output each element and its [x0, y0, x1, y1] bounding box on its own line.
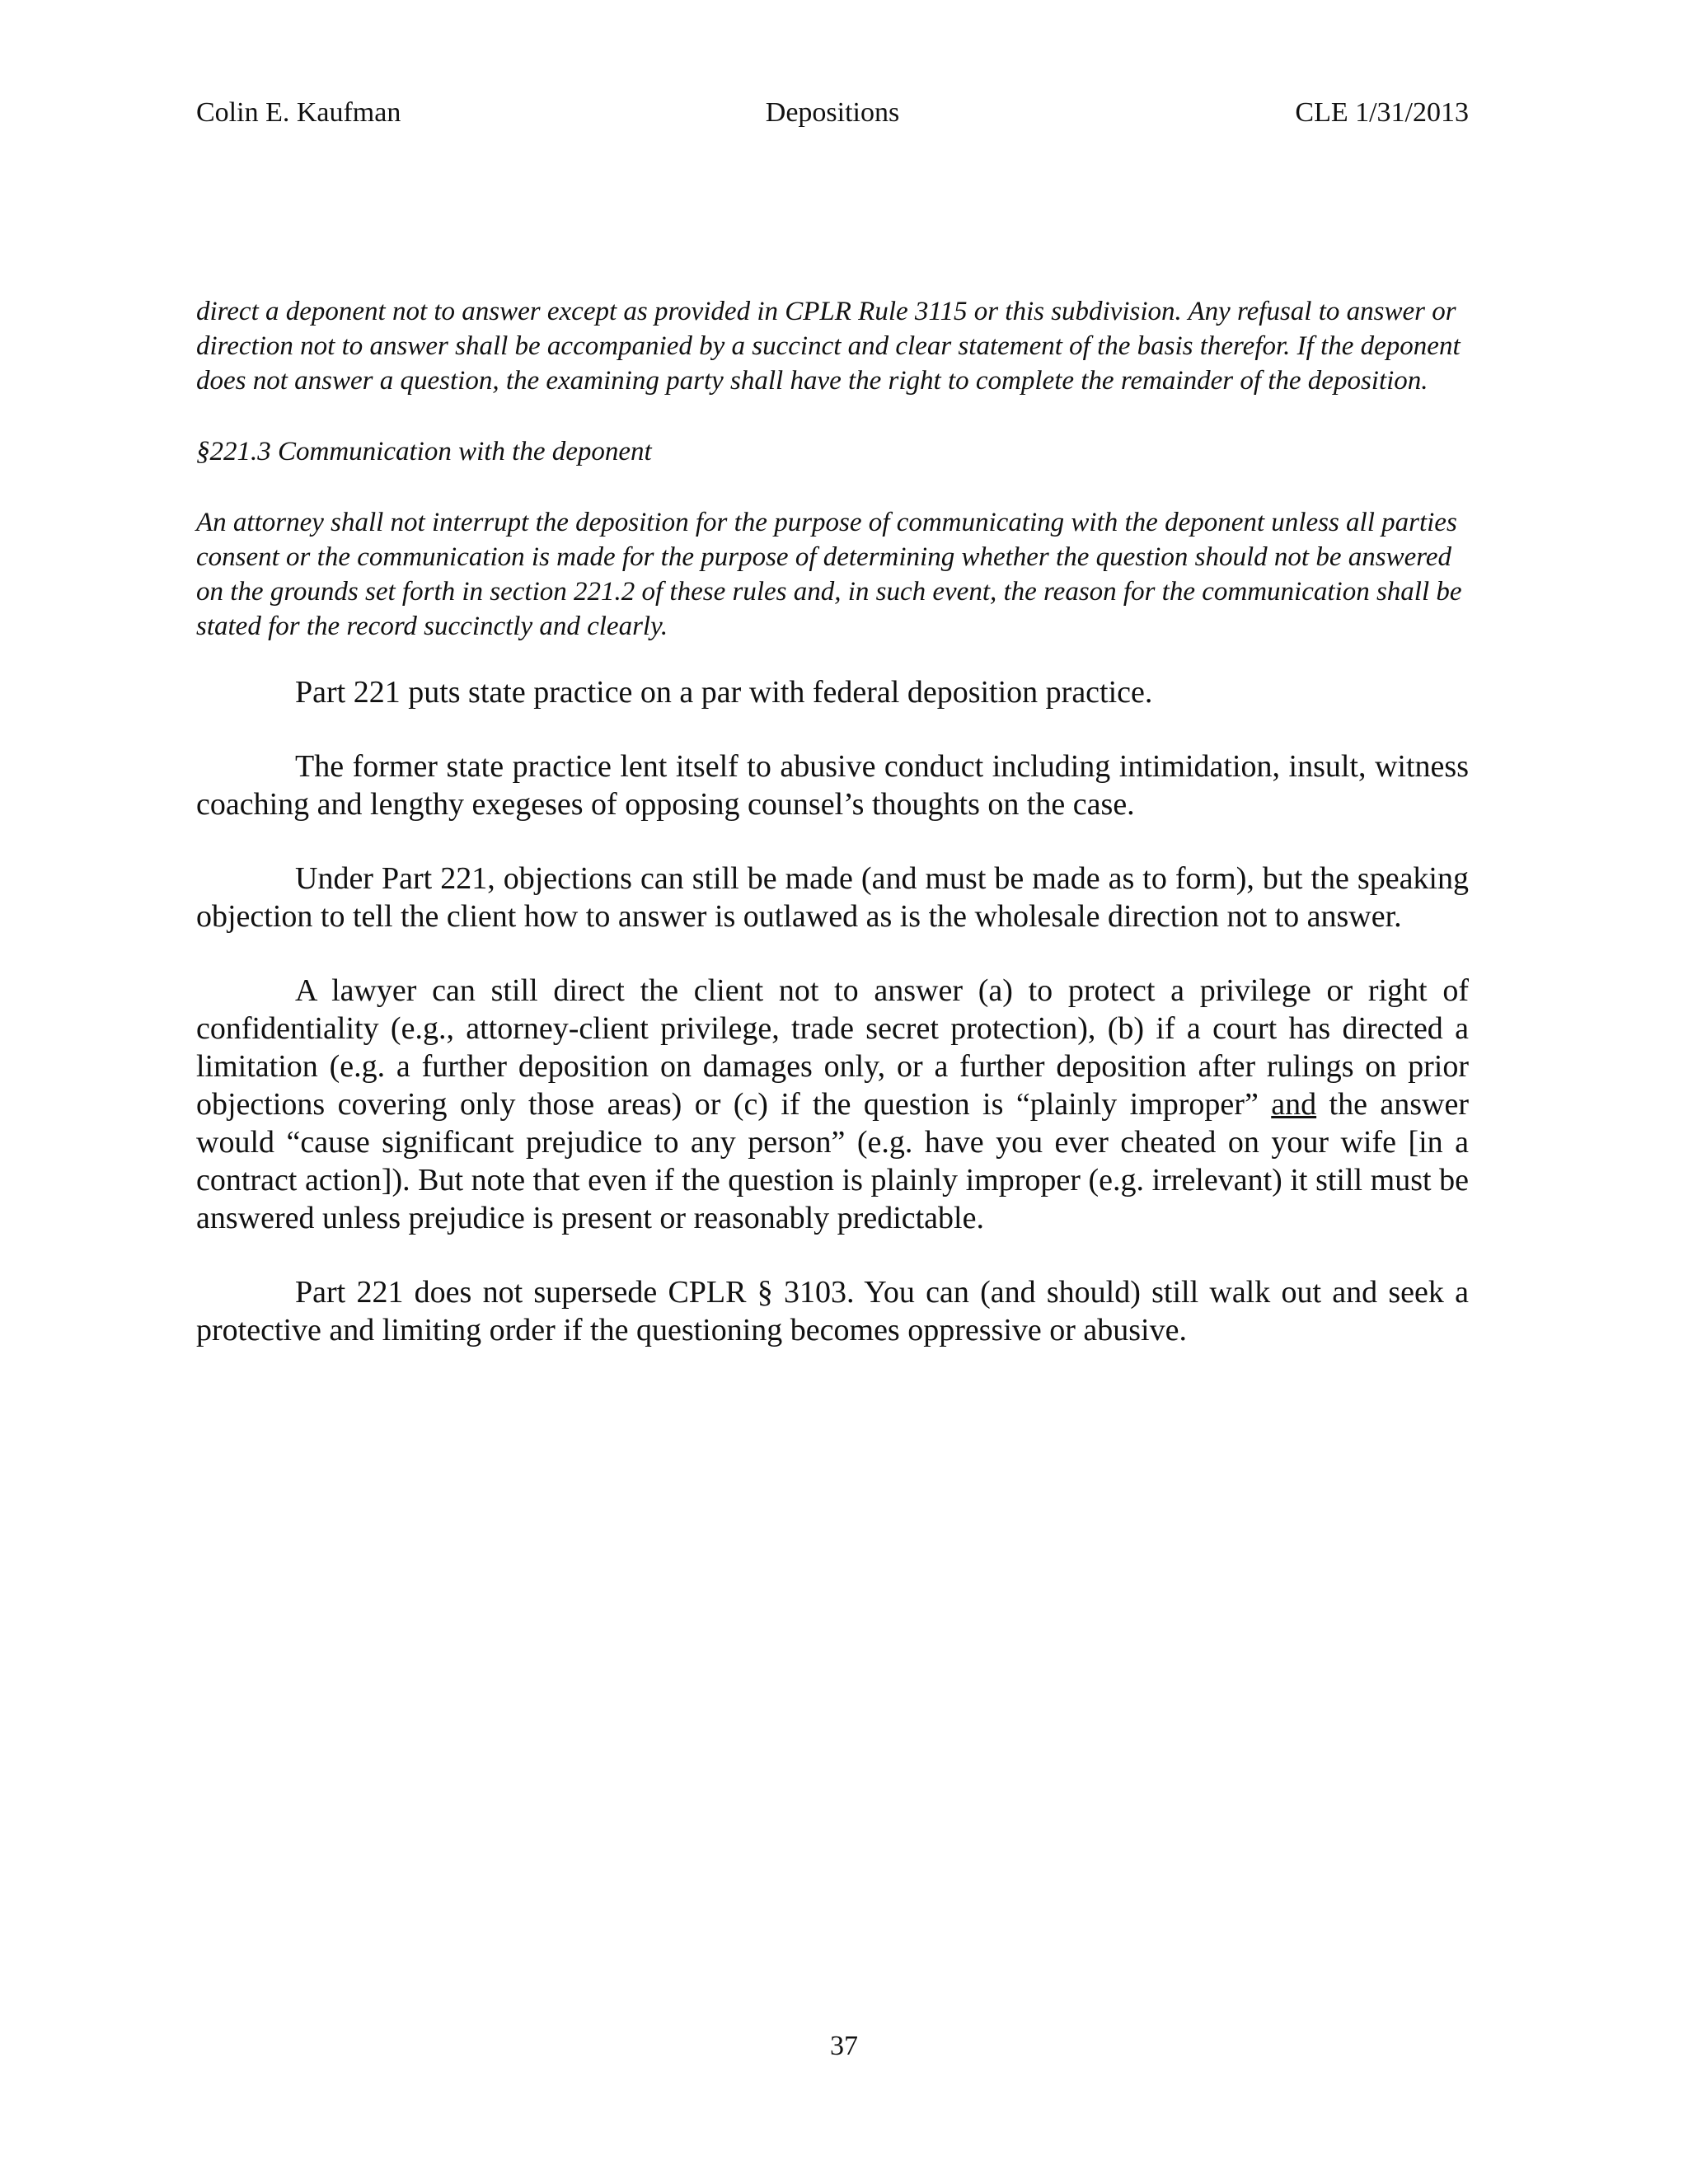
underlined-and: and	[1271, 1087, 1317, 1122]
page-content	[196, 294, 1469, 1349]
header-author: Colin E. Kaufman	[196, 97, 401, 128]
section-heading: §221.3 Communication with the deponent	[196, 437, 652, 466]
page-number: 37	[830, 2031, 858, 2061]
header-date: CLE 1/31/2013	[1295, 97, 1469, 128]
page-header	[196, 97, 1469, 137]
body-paragraph-5: Part 221 does not supersede CPLR § 3103. You can (and should) still walk out and seek a protective and limiting order if the questioning becomes oppressive or abusive.	[196, 1275, 1469, 1347]
body-paragraph-4	[196, 972, 1469, 1237]
quoted-rule-paragraph-2: An attorney shall not interrupt the deposition for the purpose of communicating with the deponent unless all parties consent or the communication is made for the purpose of determining whether the question should not be answered on the grounds set forth in section 221.2 of these rules and, in such event, the reason for the communication shall be stated for the record succinctly and clearly.	[196, 508, 1462, 641]
body-paragraph-2: The former state practice lent itself to abusive conduct including intimidation, insult, witness coaching and lengthy exegeses of opposing counsel’s thoughts on the case.	[196, 749, 1469, 822]
body-paragraph-3: Under Part 221, objections can still be made (and must be made as to form), but the speaking objection to tell the client how to answer is outlawed as is the wholesale direction not to answer.	[196, 861, 1469, 934]
quoted-rule-paragraph: direct a deponent not to answer except as provided in CPLR Rule 3115 or this subdivision. Any refusal to answer or direction not to answer shall be accompanied by a succinct and clear statement of the basis therefor. If the deponent does not answer a question, the examining party shall have the right to complete the remainder of the deposition.	[196, 297, 1461, 396]
body-paragraph-1: Part 221 puts state practice on a par with federal deposition practice.	[295, 675, 1153, 710]
paragraph-4-text-b: the answer would “cause significant prejudice to any person” (e.g. have you ever cheated on your wife [in a contract action]). But note that even if the question is plainly improper (e.g. irrelevant) it still must be answered unless prejudice is present or reasonably predictable.	[196, 1087, 1469, 1235]
header-title: Depositions	[765, 97, 900, 128]
paragraph-4-text-a: A lawyer can still direct the client not to answer (a) to protect a privilege or right of confidentiality (e.g., attorney-client privilege, trade secret protection), (b) if a court has directed a limitation (e.g. a further deposition on damages only, or a further deposition after rulings on prior objections covering only those areas) or (c) if the question is “plainly improper”	[196, 973, 1469, 1122]
